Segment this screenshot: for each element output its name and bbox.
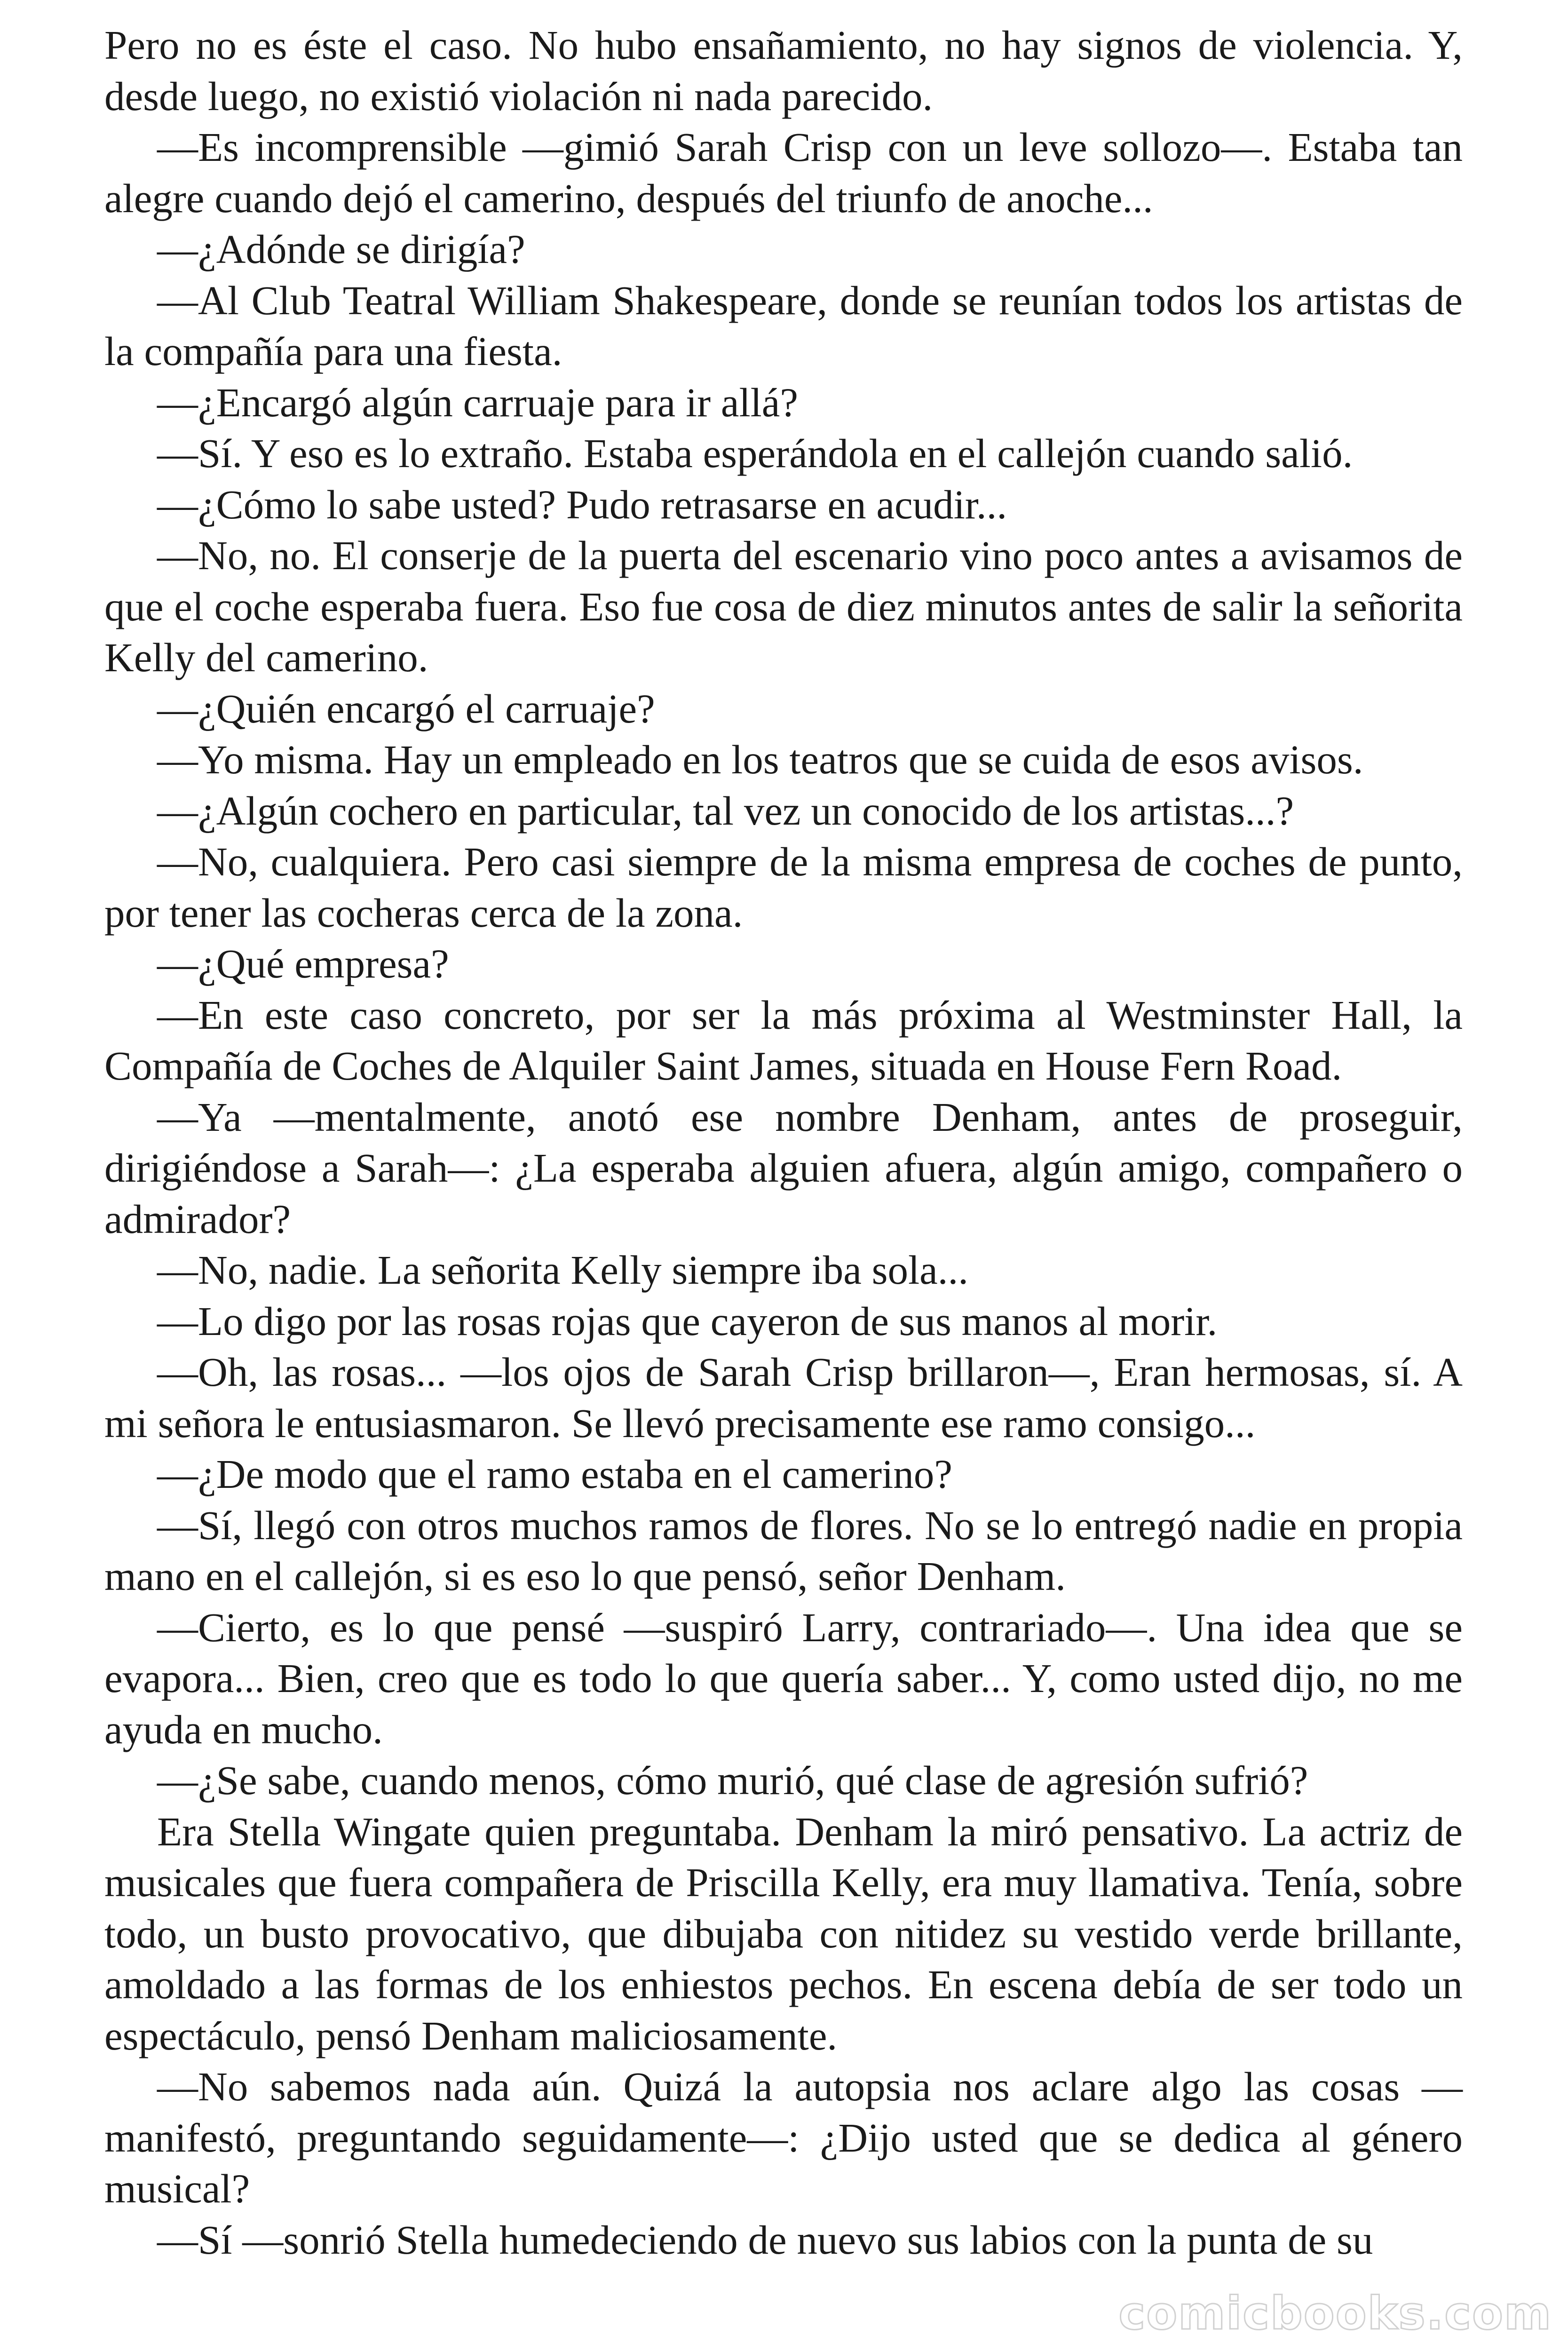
paragraph: —¿Cómo lo sabe usted? Pudo retrasarse en acudir... [157,481,1007,527]
paragraph: —Yo misma. Hay un empleado en los teatros que se cuida de esos avisos. [157,737,1363,782]
paragraph: —¿Adónde se dirigía? [157,226,525,272]
paragraph: Pero no es éste el caso. No hubo ensañamiento, no hay signos de violencia. Y, desde luego, no existió violación ni nada parecido. [104,22,1463,119]
paragraph: —¿Se sabe, cuando menos, cómo murió, qué clase de agresión sufrió? [157,1757,1308,1803]
page-text [104,20,1463,2265]
paragraph: Era Stella Wingate quien preguntaba. Denham la miró pensativo. La actriz de musicales que fuera compañera de Priscilla Kelly, era muy llamativa. Tenía, sobre todo, un busto provocativo, que dibujaba con nitidez su vestido verde brillante, amoldado a las formas de los enhiestos pechos. En escena debía de ser todo un espectáculo, pensó Denham maliciosamente. [104,1808,1463,2058]
paragraph: —¿Encargó algún carruaje para ir allá? [157,379,799,425]
paragraph: —Cierto, es lo que pensé —suspiró Larry, contrariado—. Una idea que se evapora... Bien, creo que es todo lo que quería saber... Y, como usted dijo, no me ayuda en mucho. [104,1604,1463,1752]
paragraph: —¿De modo que el ramo estaba en el camerino? [157,1451,952,1497]
paragraph: —Sí —sonrió Stella humedeciendo de nuevo sus labios con la punta de su [157,2217,1373,2263]
paragraph: —Lo digo por las rosas rojas que cayeron de sus manos al morir. [157,1298,1218,1344]
paragraph: —Sí, llegó con otros muchos ramos de flores. No se lo entregó nadie en propia mano en el callejón, si es eso lo que pensó, señor Denham. [104,1502,1463,1599]
paragraph: —¿Quién encargó el carruaje? [157,685,655,731]
paragraph: —No sabemos nada aún. Quizá la autopsia nos aclare algo las cosas — manifestó, preguntando seguidamente—: ¿Dijo usted que se dedica al género musical? [104,2064,1463,2211]
paragraph: —No, no. El conserje de la puerta del escenario vino poco antes a avisamos de que el coche esperaba fuera. Eso fue cosa de diez minutos antes de salir la señorita Kelly del camerino. [104,532,1463,680]
paragraph: —Es incomprensible —gimió Sarah Crisp con un leve sollozo—. Estaba tan alegre cuando dejó el camerino, después del triunfo de anoche... [104,124,1463,221]
paragraph: —No, nadie. La señorita Kelly siempre iba sola... [157,1247,969,1293]
paragraph: —En este caso concreto, por ser la más próxima al Westminster Hall, la Compañía de Coches de Alquiler Saint James, situada en House Fern Road. [104,992,1463,1089]
watermark: comicbooks.com [1118,2287,1552,2340]
paragraph: —Al Club Teatral William Shakespeare, donde se reunían todos los artistas de la compañía para una fiesta. [104,277,1463,374]
paragraph: —Ya —mentalmente, anotó ese nombre Denham, antes de proseguir, dirigiéndose a Sarah—: ¿La esperaba alguien afuera, algún amigo, compañero o admirador? [104,1094,1463,1242]
paragraph: —Sí. Y eso es lo extraño. Estaba esperándola en el callejón cuando salió. [157,430,1353,476]
paragraph: —¿Algún cochero en particular, tal vez un conocido de los artistas...? [157,787,1294,834]
paragraph: —No, cualquiera. Pero casi siempre de la misma empresa de coches de punto, por tener las cocheras cerca de la zona. [104,839,1463,936]
paragraph: —¿Qué empresa? [157,941,449,986]
paragraph: —Oh, las rosas... —los ojos de Sarah Crisp brillaron—, Eran hermosas, sí. A mi señora le entusiasmaron. Se llevó precisamente ese ramo consigo... [104,1349,1463,1446]
